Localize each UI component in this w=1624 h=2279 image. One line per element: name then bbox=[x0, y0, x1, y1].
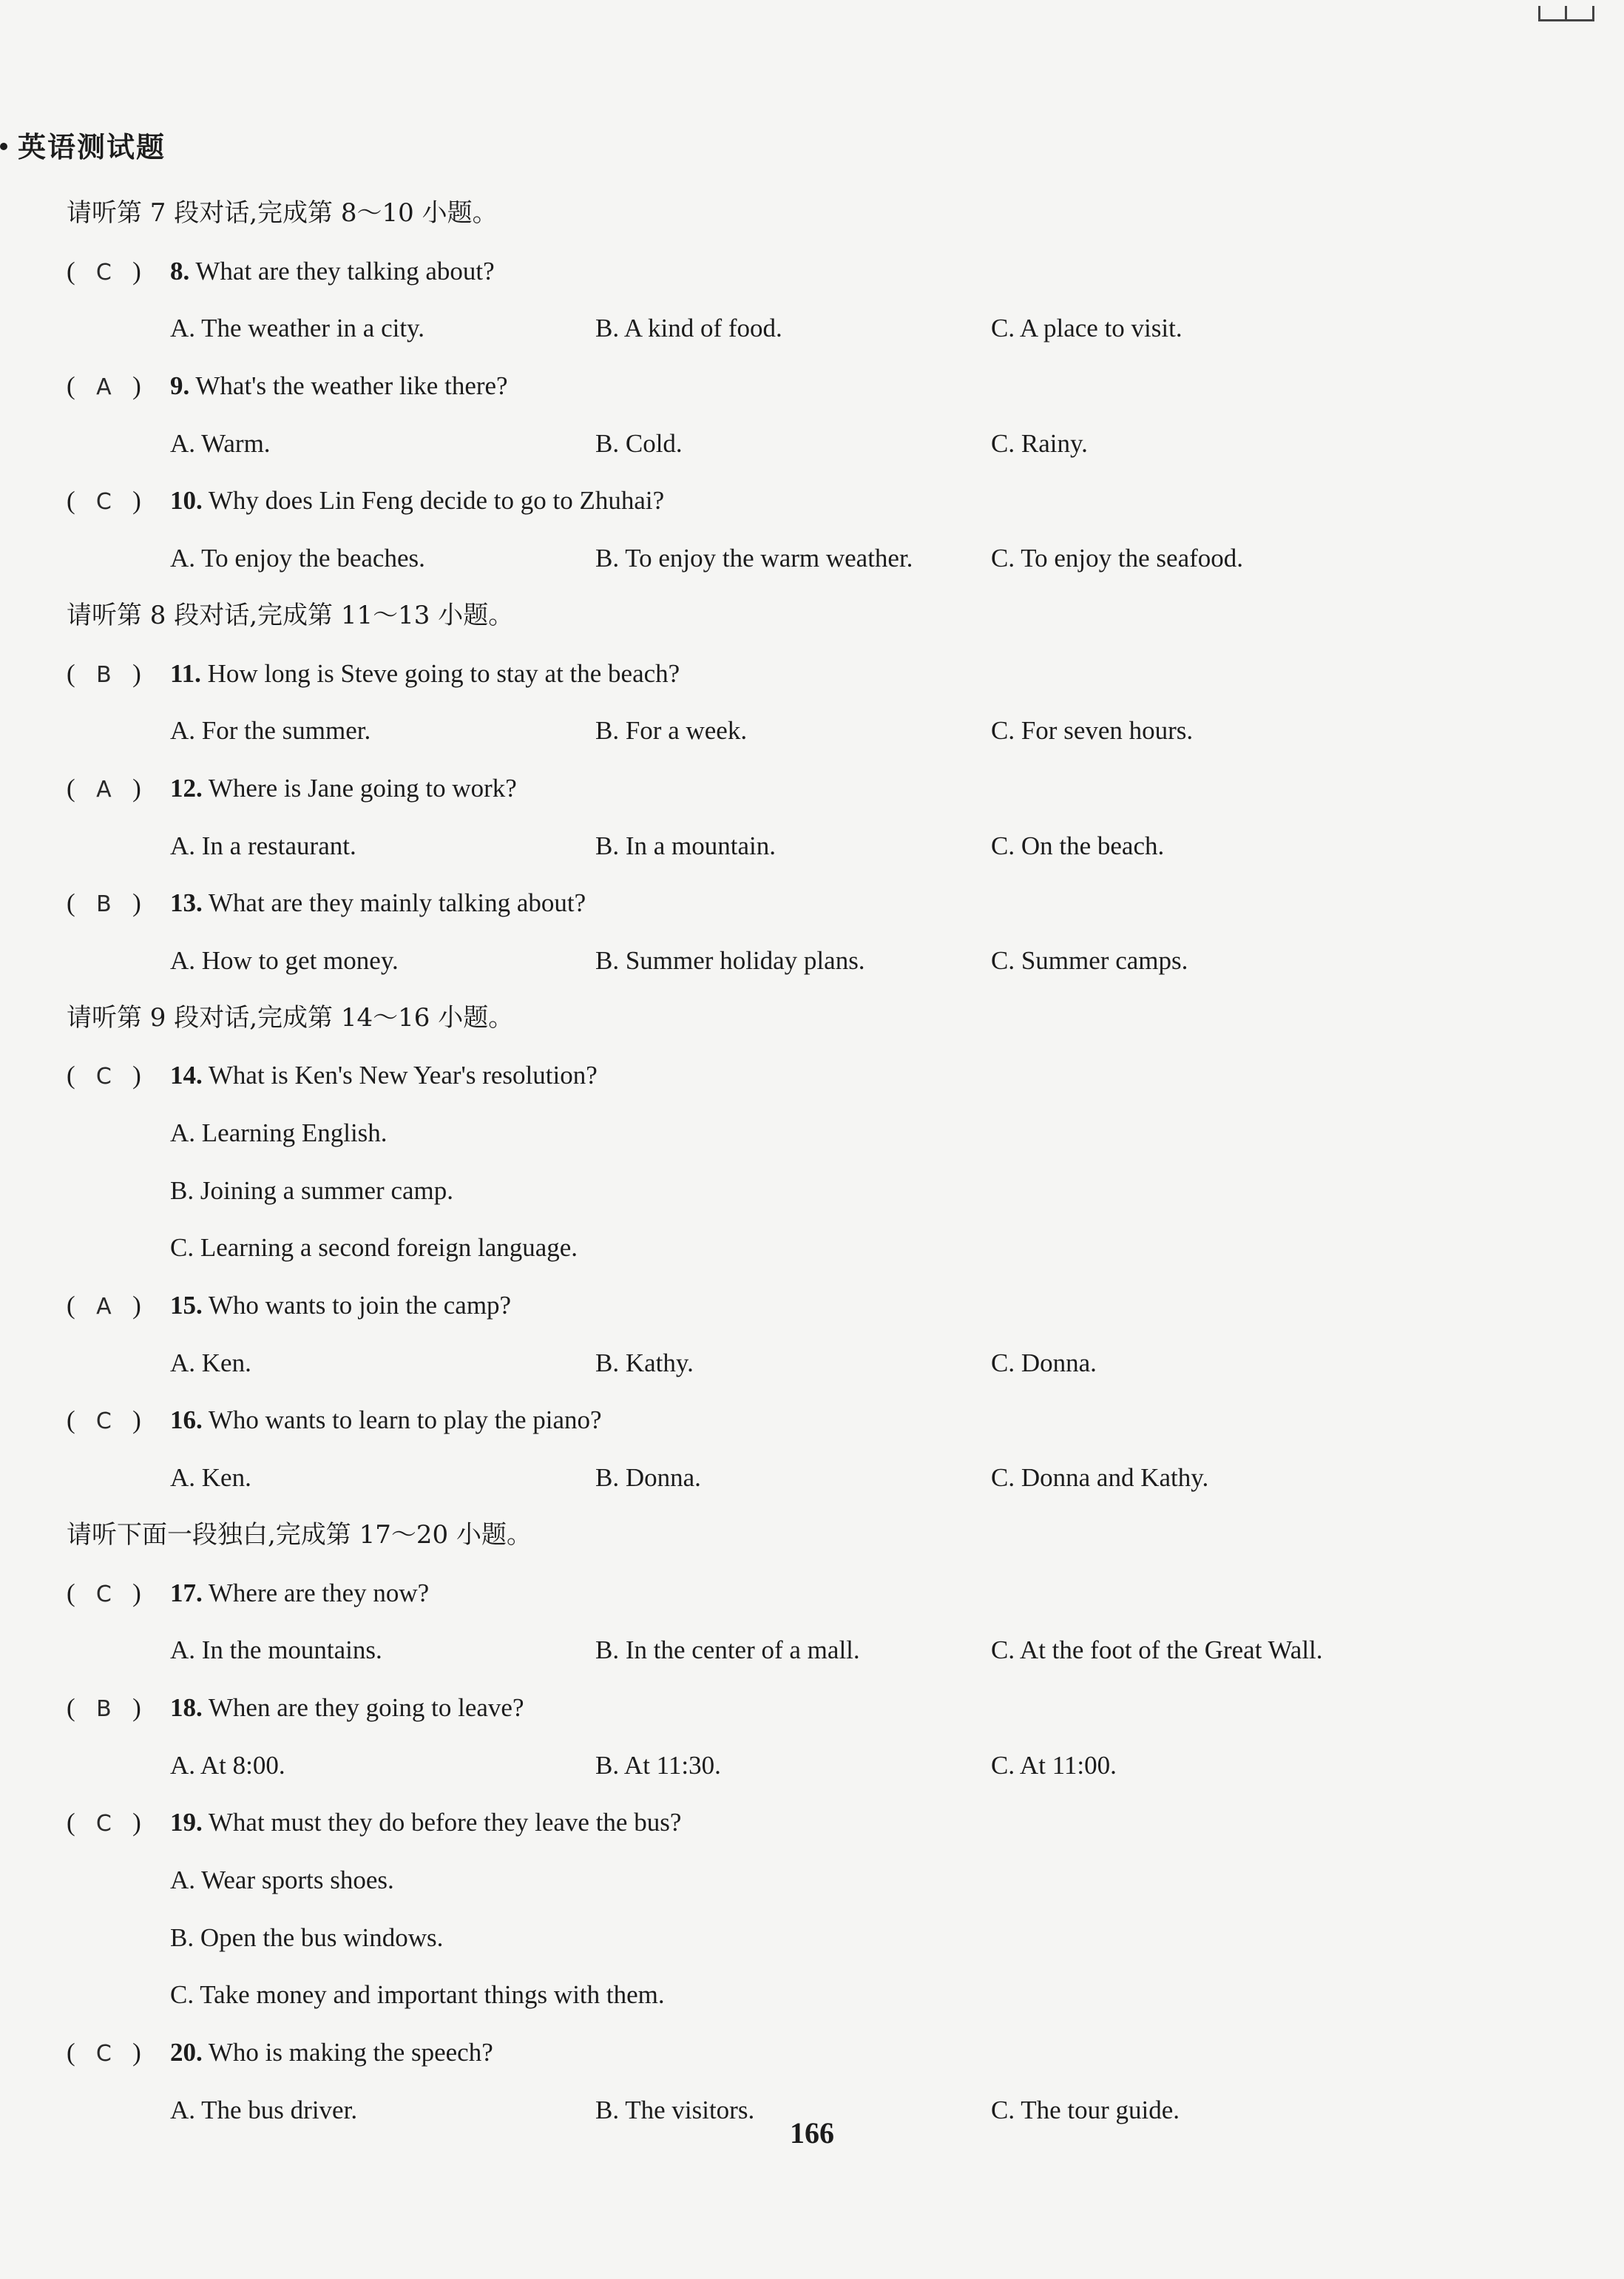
option-c: C. Donna and Kathy. bbox=[991, 1463, 1209, 1493]
question-text: Who wants to learn to play the piano? bbox=[208, 1405, 602, 1435]
answer-bracket: ( C ) bbox=[67, 472, 170, 531]
page-title: 英语测试题 bbox=[18, 131, 166, 163]
answer-letter: B bbox=[96, 661, 112, 688]
options-row bbox=[67, 300, 1568, 357]
question-stem bbox=[67, 1277, 1568, 1334]
corner-mark bbox=[1538, 6, 1594, 21]
question-stem bbox=[67, 760, 1568, 817]
answer-letter: C bbox=[95, 1064, 112, 1090]
option-a: A. Ken. bbox=[170, 1348, 251, 1377]
option-c: C. At 11:00. bbox=[991, 1750, 1117, 1780]
question-number: 10. bbox=[170, 486, 203, 516]
question-number: 20. bbox=[170, 2038, 203, 2067]
answer-bracket: ( C ) bbox=[67, 1047, 170, 1106]
option-c: C. To enjoy the seafood. bbox=[991, 544, 1244, 573]
answer-bracket: ( C ) bbox=[67, 1564, 170, 1624]
options-row bbox=[67, 415, 1568, 473]
question-number: 12. bbox=[170, 773, 203, 803]
option-c: C. Take money and important things with them. bbox=[170, 1980, 665, 2010]
option-b: B. Donna. bbox=[595, 1463, 701, 1493]
option-c: C. The tour guide. bbox=[991, 2095, 1180, 2124]
question-number: 9. bbox=[170, 371, 190, 401]
question-stem bbox=[67, 645, 1568, 703]
question-text: Why does Lin Feng decide to go to Zhuhai? bbox=[208, 486, 665, 516]
answer-letter: C bbox=[95, 1581, 112, 1607]
answer-letter: C bbox=[95, 2041, 112, 2067]
answer-bracket: ( B ) bbox=[67, 645, 170, 704]
option-b: B. Open the bus windows. bbox=[170, 1922, 444, 1952]
answer-bracket: ( B ) bbox=[67, 1679, 170, 1738]
answer-bracket: ( A ) bbox=[67, 357, 170, 416]
question-text: Who wants to join the camp? bbox=[208, 1291, 512, 1320]
option-b: B. To enjoy the warm weather. bbox=[595, 544, 913, 573]
answer-letter: A bbox=[96, 1294, 112, 1320]
options-row bbox=[67, 1737, 1568, 1794]
page-number: 166 bbox=[790, 2116, 834, 2150]
question-text: Where are they now? bbox=[208, 1578, 430, 1607]
option-c: C. Summer camps. bbox=[991, 945, 1188, 975]
question-stem bbox=[67, 1047, 1568, 1104]
option-c: C. Donna. bbox=[991, 1348, 1097, 1377]
option-b: B. Summer holiday plans. bbox=[595, 945, 865, 975]
answer-letter: B bbox=[96, 891, 112, 918]
question-number: 16. bbox=[170, 1405, 203, 1435]
question-text: Where is Jane going to work? bbox=[208, 773, 517, 803]
option-c: C. On the beach. bbox=[991, 831, 1165, 860]
answer-bracket: ( A ) bbox=[67, 1277, 170, 1336]
question-stem bbox=[67, 1679, 1568, 1737]
answer-letter: B bbox=[96, 1695, 112, 1722]
option-b: B. Cold. bbox=[595, 428, 683, 458]
question-stem bbox=[67, 357, 1568, 415]
answer-letter: C bbox=[95, 489, 112, 516]
option-c: C. At the foot of the Great Wall. bbox=[991, 1635, 1323, 1665]
section-instruction: 请听第 8 段对话,完成第 11～13 小题。 bbox=[67, 600, 514, 630]
option-a: A. Wear sports shoes. bbox=[170, 1865, 394, 1894]
options-row bbox=[67, 932, 1568, 990]
option-b: B. At 11:30. bbox=[595, 1750, 721, 1780]
options-row bbox=[67, 1621, 1568, 1679]
answer-letter: A bbox=[96, 776, 112, 803]
question-stem bbox=[67, 1391, 1568, 1449]
section-instruction: 请听第 9 段对话,完成第 14～16 小题。 bbox=[67, 1002, 514, 1033]
option-b: B. In a mountain. bbox=[595, 831, 776, 860]
options-row bbox=[67, 817, 1568, 875]
options-row bbox=[67, 702, 1568, 760]
option-b: B. A kind of food. bbox=[595, 314, 782, 343]
option-a: A. How to get money. bbox=[170, 945, 399, 975]
question-number: 14. bbox=[170, 1061, 203, 1090]
option-a: A. In the mountains. bbox=[170, 1635, 382, 1665]
answer-bracket: ( A ) bbox=[67, 760, 170, 819]
options-row bbox=[67, 1449, 1568, 1507]
answer-bracket: ( C ) bbox=[67, 2024, 170, 2083]
option-b: B. For a week. bbox=[595, 716, 748, 746]
question-text: How long is Steve going to stay at the beach? bbox=[207, 658, 680, 688]
bullet-dot bbox=[0, 143, 7, 150]
section-instruction: 请听第 7 段对话,完成第 8～10 小题。 bbox=[67, 198, 498, 228]
answer-bracket: ( B ) bbox=[67, 874, 170, 933]
option-a: A. Ken. bbox=[170, 1463, 251, 1493]
answer-letter: C bbox=[95, 1408, 112, 1435]
section-instruction: 请听下面一段独白,完成第 17～20 小题。 bbox=[67, 1519, 532, 1550]
question-text: What must they do before they leave the bus? bbox=[208, 1808, 682, 1837]
option-a: A. In a restaurant. bbox=[170, 831, 356, 860]
option-c: C. For seven hours. bbox=[991, 716, 1194, 746]
option-c: C. A place to visit. bbox=[991, 314, 1183, 343]
option-a: A. To enjoy the beaches. bbox=[170, 544, 425, 573]
question-stem bbox=[67, 2024, 1568, 2082]
option-a: A. The weather in a city. bbox=[170, 314, 425, 343]
answer-letter: C bbox=[95, 259, 112, 286]
answer-letter: C bbox=[95, 1811, 112, 1837]
answer-bracket: ( C ) bbox=[67, 243, 170, 302]
question-stem bbox=[67, 1794, 1568, 1851]
question-number: 15. bbox=[170, 1291, 203, 1320]
question-stem bbox=[67, 1564, 1568, 1622]
question-number: 8. bbox=[170, 256, 190, 286]
question-text: What's the weather like there? bbox=[195, 371, 508, 401]
question-text: When are they going to leave? bbox=[208, 1692, 524, 1722]
option-a: A. Warm. bbox=[170, 428, 271, 458]
question-stem bbox=[67, 874, 1568, 932]
question-text: What is Ken's New Year's resolution? bbox=[208, 1061, 598, 1090]
question-text: What are they mainly talking about? bbox=[208, 888, 586, 918]
option-a: A. For the summer. bbox=[170, 716, 371, 746]
question-number: 19. bbox=[170, 1808, 203, 1837]
question-stem bbox=[67, 472, 1568, 530]
options-row bbox=[67, 530, 1568, 587]
page-header bbox=[0, 124, 166, 165]
question-number: 18. bbox=[170, 1692, 203, 1722]
option-c: C. Rainy. bbox=[991, 428, 1088, 458]
option-b: B. The visitors. bbox=[595, 2095, 755, 2124]
option-c: C. Learning a second foreign language. bbox=[170, 1233, 578, 1263]
option-a: A. At 8:00. bbox=[170, 1750, 285, 1780]
option-b: B. Joining a summer camp. bbox=[170, 1175, 454, 1205]
answer-bracket: ( C ) bbox=[67, 1794, 170, 1853]
question-number: 11. bbox=[170, 658, 201, 688]
question-number: 13. bbox=[170, 888, 203, 918]
question-number: 17. bbox=[170, 1578, 203, 1607]
option-a: A. The bus driver. bbox=[170, 2095, 358, 2124]
answer-letter: A bbox=[96, 374, 112, 401]
option-a: A. Learning English. bbox=[170, 1118, 388, 1147]
option-b: B. Kathy. bbox=[595, 1348, 694, 1377]
answer-bracket: ( C ) bbox=[67, 1391, 170, 1451]
question-list bbox=[67, 185, 1568, 2138]
option-b: B. In the center of a mall. bbox=[595, 1635, 860, 1665]
question-text: Who is making the speech? bbox=[208, 2038, 493, 2067]
question-text: What are they talking about? bbox=[195, 256, 495, 286]
options-row bbox=[67, 1334, 1568, 1392]
question-stem bbox=[67, 243, 1568, 300]
